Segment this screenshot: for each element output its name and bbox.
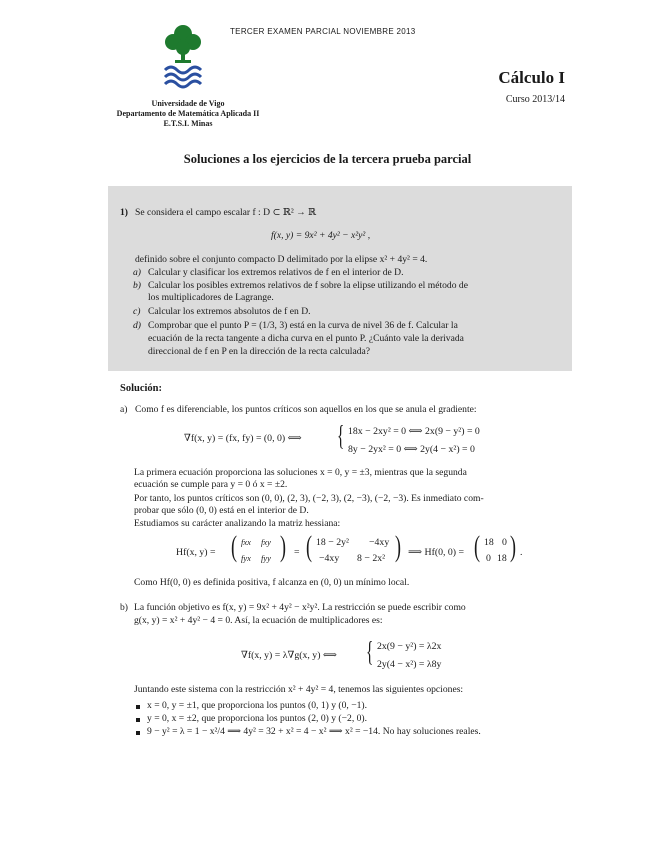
problem-domain: definido sobre el conjunto compacto D delimitado por la elipse x² + 4y² = 4. (135, 254, 428, 265)
hessian-generic-lparen: ( (231, 530, 237, 563)
hessian-v22: 8 − 2x² (357, 553, 386, 564)
bullet-icon (136, 731, 140, 735)
lagrange-system-1: 2x(9 − y²) = λ2x (377, 641, 442, 652)
solution-a-text-4: probar que sólo (0, 0) está en el interior de D. (134, 505, 309, 516)
part-d-label: d) (133, 320, 141, 331)
solution-b-options-intro: Juntando este sistema con la restricción x² + 4y² = 4, tenemos las siguientes opciones: (134, 684, 464, 695)
part-d-text-3: direccional de f en P en la dirección de la recta calculada? (148, 346, 371, 357)
part-b-text-2: los multiplicadores de Lagrange. (148, 292, 274, 303)
hessian-origin-lparen: ( (474, 530, 480, 563)
part-b-label: b) (133, 280, 141, 291)
part-b-text-1: Calcular los posibles extremos relativos de f sobre la elipse utilizando el método de (148, 280, 468, 291)
part-d-text-2: ecuación de la recta tangente a dicha curva en el punto P. ¿Cuánto vale la derivada (148, 333, 464, 344)
solution-a-conclusion: Como Hf(0, 0) es definida positiva, f alcanza en (0, 0) un mínimo local. (134, 577, 410, 588)
exam-title: TERCER EXAMEN PARCIAL NOVIEMBRE 2013 (230, 27, 416, 36)
hessian-generic-rparen: ) (280, 530, 286, 563)
hessian-fyx: fyx (241, 553, 251, 563)
solution-b-intro-2: g(x, y) = x² + 4y² − 4 = 0. Así, la ecuación de multiplicadores es: (134, 615, 383, 626)
gradient-system-1: 18x − 2xy² = 0 ⟺ 2x(9 − y²) = 0 (348, 426, 480, 437)
hessian-values-rparen: ) (395, 530, 401, 563)
solution-b-intro-1: La función objetivo es f(x, y) = 9x² + 4y² − x²y². La restricción se puede escribir como (134, 602, 466, 613)
solution-b-label: b) (120, 602, 128, 613)
hessian-values-lparen: ( (306, 530, 312, 563)
hessian-fxy: fxy (261, 537, 271, 547)
part-c-text: Calcular los extremos absolutos de f en D. (148, 306, 311, 317)
bullet-icon (136, 705, 140, 709)
hessian-equals: = (294, 547, 300, 558)
gradient-lhs: ∇f(x, y) = (fx, fy) = (0, 0) ⟺ (184, 433, 302, 444)
hessian-lhs: Hf(x, y) = (176, 547, 216, 558)
solution-a-text-3: Por tanto, los puntos críticos son (0, 0), (2, 3), (−2, 3), (2, −3), (−2, −3). Es inmediato com- (134, 493, 484, 504)
solution-a-text-1: La primera ecuación proporciona las soluciones x = 0, y = ±3, mientras que la segunda (134, 467, 467, 478)
solution-b-option-3: 9 − y² = λ = 1 − x²/4 ⟹ 4y² = 32 + x² = 4 − x² ⟹ x² = −14. No hay soluciones reales. (147, 726, 481, 737)
university-seal-icon (160, 24, 206, 92)
part-a-label: a) (133, 267, 141, 278)
lagrange-lhs: ∇f(x, y) = λ∇g(x, y) ⟺ (241, 650, 337, 661)
part-a-text: Calcular y clasificar los extremos relativos de f en el interior de D. (148, 267, 404, 278)
system-brace-b: { (366, 637, 374, 668)
university-name: Universidade de Vigo (151, 99, 225, 108)
hessian-o22: 18 (497, 553, 507, 564)
gradient-system-2: 8y − 2yx² = 0 ⟺ 2y(4 − x²) = 0 (348, 444, 475, 455)
document-title: Soluciones a los ejercicios de la tercera prueba parcial (183, 152, 472, 166)
school-name: E.T.S.I. Minas (163, 119, 213, 128)
part-d-text-1: Comprobar que el punto P = (1/3, 3) está en la curva de nivel 36 de f. Calcular la (148, 320, 458, 331)
solution-b-option-2: y = 0, x = ±2, que proporciona los puntos (2, 0) y (−2, 0). (147, 713, 368, 724)
problem-number: 1) (120, 207, 128, 218)
part-c-label: c) (133, 306, 141, 317)
hessian-v12: −4xy (369, 537, 390, 548)
hessian-o21: 0 (486, 553, 491, 564)
hessian-o11: 18 (484, 537, 494, 548)
solution-a-text-5: Estudiamos su carácter analizando la matriz hessiana: (134, 518, 341, 529)
solution-heading: Solución: (120, 383, 163, 394)
hessian-origin-rparen: ) (510, 530, 516, 563)
lagrange-system-2: 2y(4 − x²) = λ8y (377, 659, 442, 670)
problem-formula: f(x, y) = 9x² + 4y² − x²y² , (271, 230, 371, 241)
solution-b-option-1: x = 0, y = ±1, que proporciona los puntos (0, 1) y (0, −1). (147, 700, 368, 711)
course-title: Cálculo I (498, 68, 565, 87)
hessian-period: . (520, 547, 523, 558)
institution-block (100, 99, 276, 129)
system-brace-a: { (337, 421, 345, 452)
department-name: Departamento de Matemática Aplicada II (116, 109, 260, 118)
course-year: Curso 2013/14 (505, 94, 565, 105)
hessian-o12: 0 (502, 537, 507, 548)
university-logo (160, 24, 206, 92)
hessian-v11: 18 − 2y² (316, 537, 349, 548)
problem-intro: Se considera el campo escalar f : D ⊂ ℝ² → ℝ (135, 207, 317, 218)
hessian-fyy: fyy (261, 553, 271, 563)
solution-a-intro: Como f es diferenciable, los puntos críticos son aquellos en los que se anula el gradiente: (135, 404, 477, 415)
bullet-icon (136, 718, 140, 722)
solution-a-text-2: ecuación se cumple para y = 0 ó x = ±2. (134, 479, 288, 490)
hessian-fxx: fxx (241, 537, 251, 547)
hessian-at-origin-lhs: ⟹ Hf(0, 0) = (408, 547, 465, 558)
solution-a-label: a) (120, 404, 128, 415)
hessian-v21: −4xy (319, 553, 340, 564)
